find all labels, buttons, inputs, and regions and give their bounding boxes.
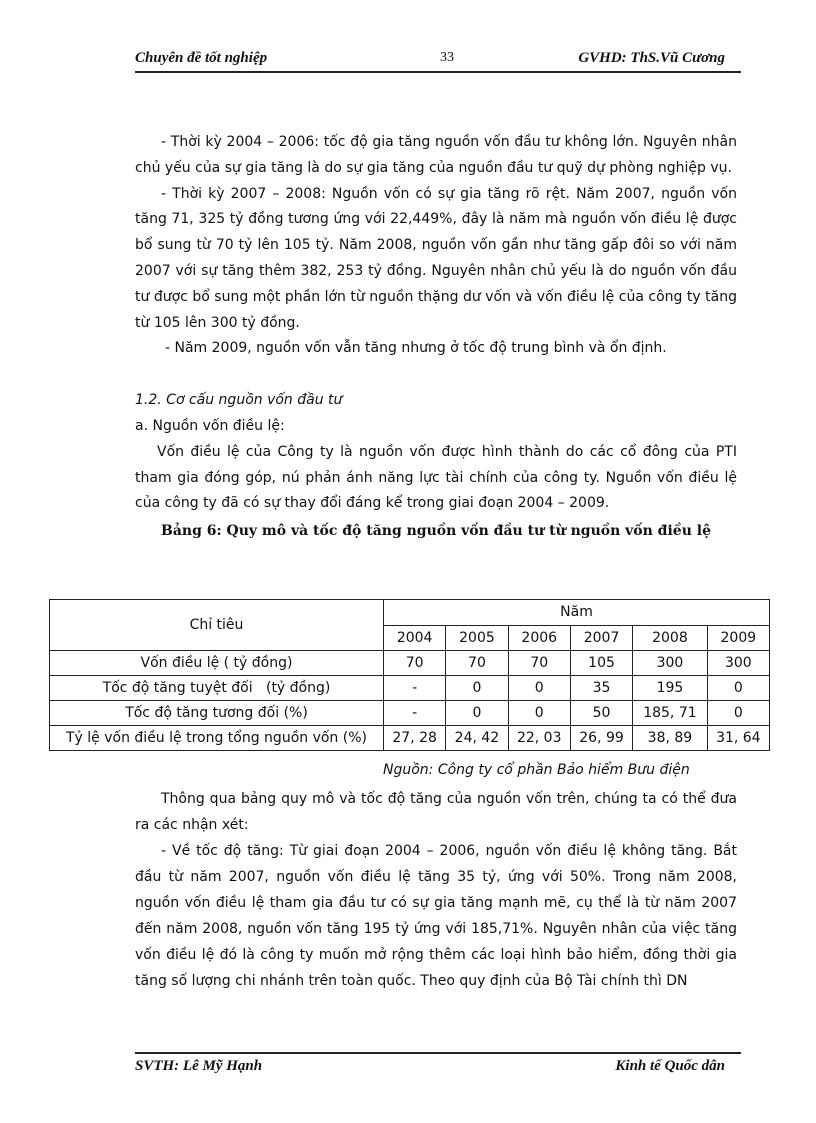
row-label: Vốn điều lệ ( tỷ đồng) (50, 651, 384, 676)
header-thesis-title: Chuyên đề tốt nghiệp (135, 50, 268, 66)
footer-university: Kinh tế Quốc dân (615, 1058, 725, 1074)
page-header (135, 50, 725, 70)
header-rule (135, 71, 741, 73)
table-cell: 0 (707, 701, 769, 726)
criteria-header: Chỉ tiêu (50, 600, 384, 651)
table-cell: 0 (446, 701, 508, 726)
table-cell: 300 (633, 651, 707, 676)
table-cell: - (384, 676, 446, 701)
paragraph-period-2004-2006: - Thời kỳ 2004 – 2006: tốc độ gia tăng nguồn vốn đầu tư không lớn. Nguyên nhân chủ yếu của sự gia tăng là do sự gia tăng của nguồn đầu tư quỹ dự phòng nghiệp vụ. (135, 134, 737, 176)
section-title: 1.2. Cơ cấu nguồn vốn đầu tư (135, 392, 343, 409)
table-cell: 26, 99 (570, 726, 632, 751)
table-source-note: Nguồn: Công ty cổ phần Bảo hiểm Bưu điện (383, 762, 690, 778)
table-cell: 35 (570, 676, 632, 701)
table-cell: 0 (508, 676, 570, 701)
table-cell: 0 (508, 701, 570, 726)
header-advisor: GVHD: ThS.Vũ Cương (578, 50, 725, 66)
table-cell: 0 (446, 676, 508, 701)
table-cell: 70 (384, 651, 446, 676)
row-label: Tốc độ tăng tuyệt đối (tỷ đồng) (50, 676, 384, 701)
table-cell: 0 (707, 676, 769, 701)
table-caption: Bảng 6: Quy mô và tốc độ tăng nguồn vốn đầu tư từ nguồn vốn điều lệ (161, 523, 711, 540)
year-header: 2006 (508, 625, 570, 651)
table-cell: 31, 64 (707, 726, 769, 751)
year-group-header: Năm (384, 600, 770, 626)
table-row (50, 726, 770, 751)
year-header: 2009 (707, 625, 769, 651)
table-header-row (50, 600, 770, 626)
year-header: 2004 (384, 625, 446, 651)
paragraph-period-2007-2008: - Thời kỳ 2007 – 2008: Nguồn vốn có sự gia tăng rõ rệt. Năm 2007, nguồn vốn tăng 71, 325 tỷ đồng tương ứng với 22,449%, đây là năm mà nguồn vốn điều lệ được bổ sung từ 70 tỷ lên 105 tỷ. Năm 2008, nguồn vốn gần như tăng gấp đôi so với năm 2007 với sự tăng thêm 382, 253 tỷ đồng. Nguyên nhân chủ yếu là do nguồn vốn đầu tư được bổ sung một phần lớn từ nguồn thặng dư vốn và vốn điều lệ của công ty tăng từ 105 lên 300 tỷ đồng. (135, 185, 737, 331)
footer-student: SVTH: Lê Mỹ Hạnh (135, 1058, 263, 1074)
paragraph-year-2009: - Năm 2009, nguồn vốn vẫn tăng nhưng ở tốc độ trung bình và ổn định. (165, 340, 667, 357)
charter-capital-table (49, 599, 770, 751)
table-cell: 38, 89 (633, 726, 707, 751)
table-cell: 300 (707, 651, 769, 676)
table-cell: 70 (508, 651, 570, 676)
table-row (50, 651, 770, 676)
table-cell: 105 (570, 651, 632, 676)
paragraph-charter-capital: Vốn điều lệ của Công ty là nguồn vốn được hình thành do các cổ đông của PTI tham gia đóng góp, nú phản ánh năng lực tài chính của công ty. Nguồn vốn điều lệ của công ty đã có sự thay đổi đáng kể trong giai đoạn 2004 – 2009. (135, 443, 737, 512)
year-header: 2008 (633, 625, 707, 651)
table-cell: 24, 42 (446, 726, 508, 751)
page-number: 33 (440, 50, 454, 65)
body-text-top (135, 130, 737, 545)
table-cell: 185, 71 (633, 701, 707, 726)
table-row (50, 701, 770, 726)
page-footer (135, 1058, 725, 1078)
year-header: 2007 (570, 625, 632, 651)
table-cell: 195 (633, 676, 707, 701)
table-cell: 22, 03 (508, 726, 570, 751)
row-label: Tốc độ tăng tương đối (%) (50, 701, 384, 726)
table-cell: - (384, 701, 446, 726)
year-header: 2005 (446, 625, 508, 651)
table-cell: 70 (446, 651, 508, 676)
table-cell: 27, 28 (384, 726, 446, 751)
paragraph-growth-rate: - Về tốc độ tăng: Từ giai đoạn 2004 – 2006, nguồn vốn điều lệ không tăng. Bắt đầu từ năm 2007, nguồn vốn điều lệ tăng 35 tỷ, ứng với 50%. Trong năm 2008, nguồn vốn điều lệ tham gia đầu tư có sự gia tăng mạnh mẽ, cụ thể là từ năm 2007 đến năm 2008, nguồn vốn tăng 195 tỷ ứng với 185,71%. Nguyên nhân của việc tăng vốn điều lệ đó là công ty muốn mở rộng thêm các loại hình bảo hiểm, đồng thời gia tăng số lượng chi nhánh trên toàn quốc. Theo quy định của Bộ Tài chính thì DN (135, 843, 737, 989)
footer-rule (135, 1052, 741, 1054)
row-label: Tỷ lệ vốn điều lệ trong tổng nguồn vốn (%) (50, 726, 384, 751)
table-row (50, 676, 770, 701)
subsection-title: a. Nguồn vốn điều lệ: (135, 417, 285, 434)
body-text-bottom (135, 786, 737, 994)
paragraph-remarks-intro: Thông qua bảng quy mô và tốc độ tăng của nguồn vốn trên, chúng ta có thể đưa ra các nhận xét: (135, 791, 737, 833)
table-cell: 50 (570, 701, 632, 726)
